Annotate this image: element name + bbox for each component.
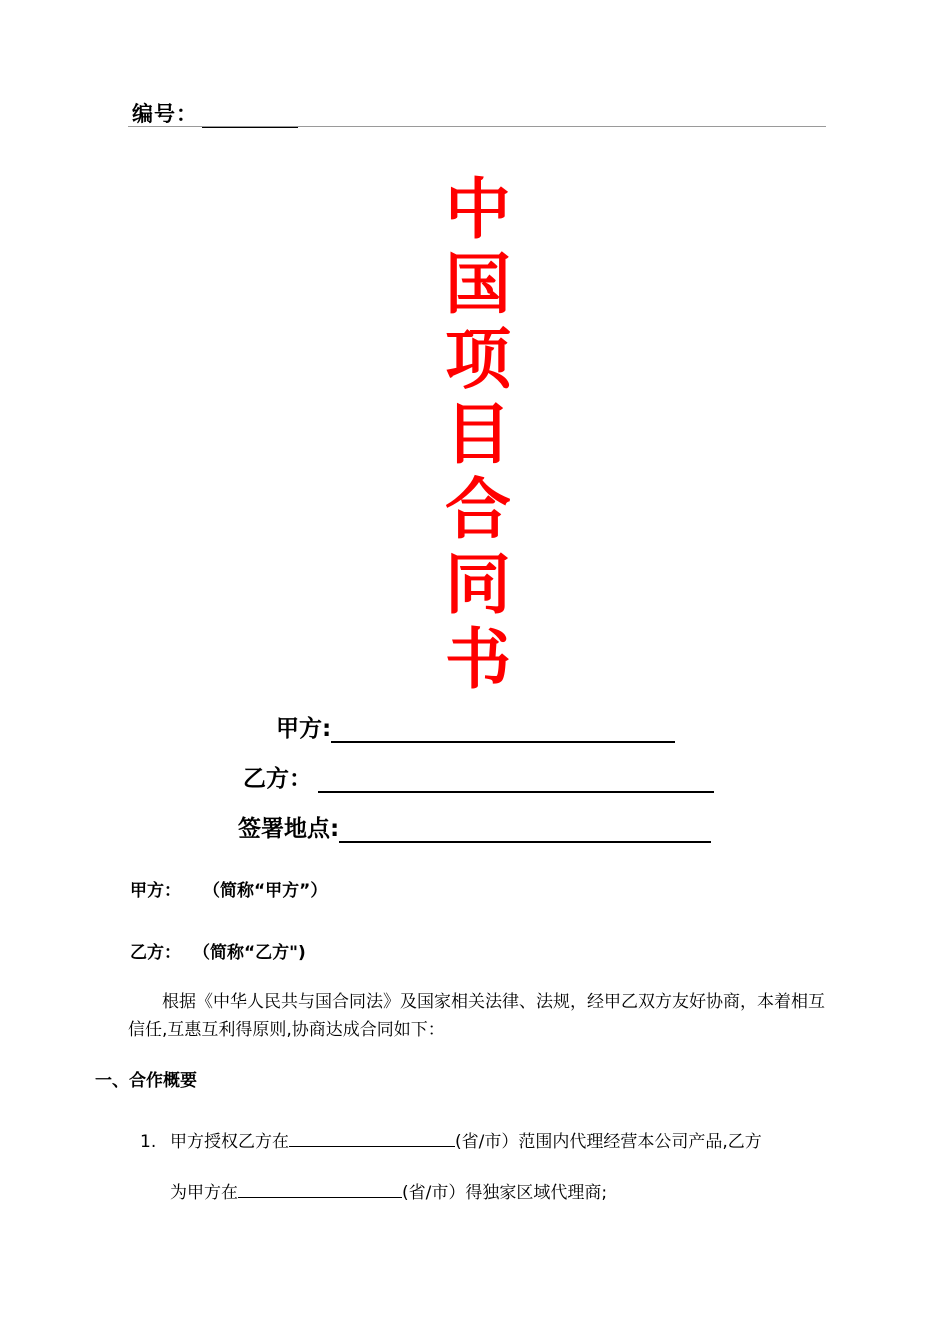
title-char: 国 (445, 246, 511, 323)
title-char: 中 (445, 171, 511, 248)
party-a-field (276, 710, 675, 743)
party-a-short-note: （简称“甲方”） (203, 881, 328, 901)
party-b-field (243, 760, 714, 793)
title-char: 同 (445, 546, 511, 623)
intro-paragraph: 根据《中华人民共与国合同法》及国家相关法律、法规，经甲乙双方友好协商，本着相互信任,互惠互利得原则,协商达成合同如下： (128, 992, 825, 1040)
clause-number: 1. (140, 1132, 157, 1152)
party-b-label: 乙方： (243, 766, 312, 792)
header-rule (128, 126, 826, 127)
region-blank (238, 1179, 402, 1198)
contract-number (132, 98, 298, 128)
region-blank (289, 1128, 455, 1147)
title-char: 目 (445, 396, 511, 473)
clause-text-after: (省/市）范围内代理经营本公司产品,乙方 (455, 1132, 762, 1152)
document-title (428, 172, 528, 697)
party-a-label: 甲方: (276, 716, 332, 742)
clause-item-1 (140, 1127, 762, 1152)
clause-text-before: 甲方授权乙方在 (170, 1132, 289, 1152)
party-a-short-label: 甲方： (130, 881, 181, 901)
section-heading: 一、合作概要 (95, 1071, 197, 1091)
title-char: 合 (445, 471, 511, 548)
sign-place-field (238, 810, 711, 843)
party-a-blank (331, 717, 675, 743)
party-a-short-name (130, 876, 327, 901)
contract-number-label: 编号： (132, 102, 198, 126)
clause-cont-after: (省/市）得独家区域代理商; (402, 1183, 608, 1203)
clause-item-1-continued (170, 1178, 607, 1203)
title-char: 项 (445, 321, 511, 398)
sign-place-label: 签署地点: (238, 816, 340, 842)
contract-number-blank (202, 104, 298, 128)
party-b-short-name (130, 938, 306, 963)
party-b-short-note: （简称“乙方") (193, 943, 306, 963)
party-b-short-label: 乙方： (130, 943, 181, 963)
title-char: 书 (445, 621, 511, 698)
party-b-blank (318, 767, 714, 793)
sign-place-blank (339, 817, 711, 843)
clause-cont-before: 为甲方在 (170, 1183, 238, 1203)
